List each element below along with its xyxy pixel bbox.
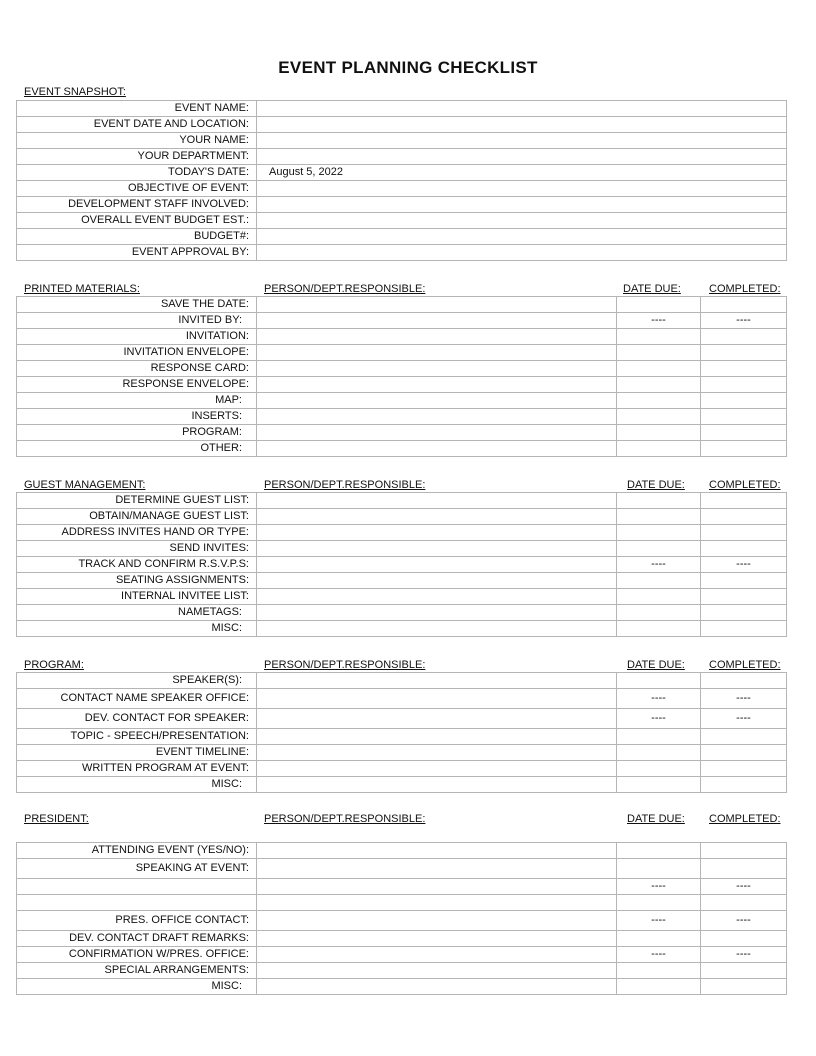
person-responsible-header: PERSON/DEPT.RESPONSIBLE: bbox=[264, 659, 426, 671]
completed-cell[interactable] bbox=[701, 843, 787, 859]
checklist-row bbox=[17, 441, 787, 457]
checklist-row bbox=[17, 525, 787, 541]
checklist-row bbox=[17, 297, 787, 313]
person-responsible-cell[interactable] bbox=[257, 329, 617, 345]
task-label: RESPONSE CARD: bbox=[17, 361, 257, 377]
completed-cell[interactable] bbox=[701, 963, 787, 979]
person-responsible-cell[interactable] bbox=[257, 345, 617, 361]
date-due-cell[interactable]: ---- bbox=[617, 709, 701, 729]
date-due-cell[interactable] bbox=[617, 541, 701, 557]
person-responsible-cell[interactable] bbox=[257, 541, 617, 557]
person-responsible-cell[interactable] bbox=[257, 377, 617, 393]
completed-cell[interactable] bbox=[701, 745, 787, 761]
field-label: EVENT DATE AND LOCATION: bbox=[17, 117, 257, 133]
field-value[interactable] bbox=[257, 229, 787, 245]
checklist-row bbox=[17, 541, 787, 557]
program-table bbox=[16, 672, 787, 793]
president-header: PRESIDENT: bbox=[24, 813, 89, 825]
checklist-row bbox=[17, 689, 787, 709]
completed-cell[interactable] bbox=[701, 409, 787, 425]
checklist-row bbox=[17, 859, 787, 879]
date-due-cell[interactable] bbox=[617, 425, 701, 441]
person-responsible-cell[interactable] bbox=[257, 297, 617, 313]
completed-cell[interactable] bbox=[701, 441, 787, 457]
checklist-row bbox=[17, 843, 787, 859]
task-label: SEND INVITES: bbox=[17, 541, 257, 557]
date-due-cell[interactable] bbox=[617, 673, 701, 689]
date-due-header: DATE DUE: bbox=[627, 813, 685, 825]
snapshot-row bbox=[17, 101, 787, 117]
checklist-row bbox=[17, 329, 787, 345]
person-responsible-cell[interactable] bbox=[257, 879, 617, 895]
task-label: DEV. CONTACT FOR SPEAKER: bbox=[17, 709, 257, 729]
date-due-cell[interactable] bbox=[617, 859, 701, 879]
person-responsible-cell[interactable] bbox=[257, 589, 617, 605]
date-due-cell[interactable] bbox=[617, 761, 701, 777]
completed-header: COMPLETED: bbox=[709, 659, 781, 671]
field-value[interactable] bbox=[257, 213, 787, 229]
checklist-row bbox=[17, 729, 787, 745]
person-responsible-cell[interactable] bbox=[257, 673, 617, 689]
completed-header: COMPLETED: bbox=[709, 813, 781, 825]
task-label: INVITATION ENVELOPE: bbox=[17, 345, 257, 361]
completed-cell[interactable] bbox=[701, 361, 787, 377]
completed-cell[interactable] bbox=[701, 859, 787, 879]
completed-cell[interactable] bbox=[701, 425, 787, 441]
guest-management-header: GUEST MANAGEMENT: bbox=[24, 479, 146, 491]
date-due-cell[interactable] bbox=[617, 493, 701, 509]
person-responsible-cell[interactable] bbox=[257, 963, 617, 979]
field-label: BUDGET#: bbox=[17, 229, 257, 245]
checklist-row bbox=[17, 377, 787, 393]
date-due-cell[interactable] bbox=[617, 777, 701, 793]
event-snapshot-table bbox=[16, 100, 787, 261]
completed-cell[interactable] bbox=[701, 761, 787, 777]
person-responsible-cell[interactable] bbox=[257, 409, 617, 425]
date-due-cell[interactable] bbox=[617, 573, 701, 589]
completed-cell[interactable]: ---- bbox=[701, 557, 787, 573]
person-responsible-cell[interactable] bbox=[257, 493, 617, 509]
date-due-cell[interactable]: ---- bbox=[617, 879, 701, 895]
snapshot-row bbox=[17, 181, 787, 197]
person-responsible-cell[interactable] bbox=[257, 573, 617, 589]
task-label: TRACK AND CONFIRM R.S.V.P.S: bbox=[17, 557, 257, 573]
date-due-header: DATE DUE: bbox=[627, 659, 685, 671]
person-responsible-cell[interactable] bbox=[257, 313, 617, 329]
completed-header: COMPLETED: bbox=[709, 479, 781, 491]
person-responsible-cell[interactable] bbox=[257, 441, 617, 457]
date-due-cell[interactable] bbox=[617, 979, 701, 995]
completed-cell[interactable] bbox=[701, 541, 787, 557]
completed-cell[interactable]: ---- bbox=[701, 911, 787, 931]
completed-cell[interactable] bbox=[701, 509, 787, 525]
date-due-cell[interactable]: ---- bbox=[617, 313, 701, 329]
checklist-row bbox=[17, 895, 787, 911]
snapshot-row bbox=[17, 197, 787, 213]
task-label: CONFIRMATION W/PRES. OFFICE: bbox=[17, 947, 257, 963]
completed-cell[interactable] bbox=[701, 979, 787, 995]
page-title: EVENT PLANNING CHECKLIST bbox=[278, 58, 538, 77]
task-label: MISC: bbox=[17, 777, 257, 793]
person-responsible-cell[interactable] bbox=[257, 931, 617, 947]
field-value[interactable] bbox=[257, 197, 787, 213]
date-due-header: DATE DUE: bbox=[627, 479, 685, 491]
completed-cell[interactable] bbox=[701, 605, 787, 621]
person-responsible-header: PERSON/DEPT.RESPONSIBLE: bbox=[264, 283, 426, 295]
date-due-cell[interactable] bbox=[617, 329, 701, 345]
date-due-cell[interactable] bbox=[617, 963, 701, 979]
field-label: YOUR NAME: bbox=[17, 133, 257, 149]
task-label: SAVE THE DATE: bbox=[17, 297, 257, 313]
task-label: DETERMINE GUEST LIST: bbox=[17, 493, 257, 509]
completed-cell[interactable] bbox=[701, 493, 787, 509]
date-due-cell[interactable] bbox=[617, 409, 701, 425]
snapshot-row bbox=[17, 117, 787, 133]
field-value[interactable] bbox=[257, 117, 787, 133]
task-label: SPEAKER(S): bbox=[17, 673, 257, 689]
person-responsible-cell[interactable] bbox=[257, 361, 617, 377]
checklist-row bbox=[17, 493, 787, 509]
person-responsible-cell[interactable] bbox=[257, 689, 617, 709]
task-label: INTERNAL INVITEE LIST: bbox=[17, 589, 257, 605]
person-responsible-cell[interactable] bbox=[257, 525, 617, 541]
task-label: MAP: bbox=[17, 393, 257, 409]
person-responsible-cell[interactable] bbox=[257, 509, 617, 525]
completed-cell[interactable] bbox=[701, 329, 787, 345]
person-responsible-header: PERSON/DEPT.RESPONSIBLE: bbox=[264, 479, 426, 491]
task-label: INSERTS: bbox=[17, 409, 257, 425]
completed-cell[interactable] bbox=[701, 673, 787, 689]
person-responsible-cell[interactable] bbox=[257, 859, 617, 879]
snapshot-row bbox=[17, 213, 787, 229]
checklist-row bbox=[17, 879, 787, 895]
checklist-row bbox=[17, 979, 787, 995]
person-responsible-cell[interactable] bbox=[257, 895, 617, 911]
person-responsible-cell[interactable] bbox=[257, 709, 617, 729]
task-label: SEATING ASSIGNMENTS: bbox=[17, 573, 257, 589]
completed-cell[interactable]: ---- bbox=[701, 709, 787, 729]
field-label: EVENT APPROVAL BY: bbox=[17, 245, 257, 261]
person-responsible-cell[interactable] bbox=[257, 911, 617, 931]
completed-header: COMPLETED: bbox=[709, 283, 781, 295]
date-due-cell[interactable]: ---- bbox=[617, 557, 701, 573]
date-due-cell[interactable] bbox=[617, 525, 701, 541]
completed-cell[interactable] bbox=[701, 729, 787, 745]
president-table bbox=[16, 842, 787, 995]
field-label: DEVELOPMENT STAFF INVOLVED: bbox=[17, 197, 257, 213]
printed-materials-table bbox=[16, 296, 787, 457]
checklist-row bbox=[17, 509, 787, 525]
date-due-cell[interactable] bbox=[617, 895, 701, 911]
task-label: SPEAKING AT EVENT: bbox=[17, 859, 257, 879]
checklist-row bbox=[17, 605, 787, 621]
person-responsible-cell[interactable] bbox=[257, 393, 617, 409]
person-responsible-cell[interactable] bbox=[257, 761, 617, 777]
snapshot-row bbox=[17, 245, 787, 261]
date-due-cell[interactable] bbox=[617, 345, 701, 361]
task-label: PRES. OFFICE CONTACT: bbox=[17, 911, 257, 931]
date-due-cell[interactable] bbox=[617, 393, 701, 409]
task-label bbox=[17, 879, 257, 895]
checklist-row bbox=[17, 709, 787, 729]
task-label: PROGRAM: bbox=[17, 425, 257, 441]
task-label: CONTACT NAME SPEAKER OFFICE: bbox=[17, 689, 257, 709]
person-responsible-cell[interactable] bbox=[257, 777, 617, 793]
completed-cell[interactable] bbox=[701, 931, 787, 947]
person-responsible-cell[interactable] bbox=[257, 729, 617, 745]
person-responsible-cell[interactable] bbox=[257, 947, 617, 963]
date-due-cell[interactable] bbox=[617, 605, 701, 621]
checklist-row bbox=[17, 963, 787, 979]
field-value[interactable] bbox=[257, 245, 787, 261]
task-label: OBTAIN/MANAGE GUEST LIST: bbox=[17, 509, 257, 525]
checklist-row bbox=[17, 589, 787, 605]
date-due-cell[interactable]: ---- bbox=[617, 947, 701, 963]
person-responsible-cell[interactable] bbox=[257, 557, 617, 573]
checklist-row bbox=[17, 745, 787, 761]
task-label: WRITTEN PROGRAM AT EVENT: bbox=[17, 761, 257, 777]
field-label: YOUR DEPARTMENT: bbox=[17, 149, 257, 165]
field-value[interactable] bbox=[257, 101, 787, 117]
completed-cell[interactable] bbox=[701, 573, 787, 589]
snapshot-row bbox=[17, 229, 787, 245]
field-value[interactable] bbox=[257, 133, 787, 149]
task-label: SPECIAL ARRANGEMENTS: bbox=[17, 963, 257, 979]
printed-materials-header: PRINTED MATERIALS: bbox=[24, 283, 140, 295]
completed-cell[interactable] bbox=[701, 393, 787, 409]
date-due-cell[interactable] bbox=[617, 729, 701, 745]
date-due-cell[interactable] bbox=[617, 843, 701, 859]
task-label bbox=[17, 895, 257, 911]
date-due-header: DATE DUE: bbox=[623, 283, 681, 295]
person-responsible-cell[interactable] bbox=[257, 605, 617, 621]
task-label: TOPIC - SPEECH/PRESENTATION: bbox=[17, 729, 257, 745]
snapshot-row bbox=[17, 133, 787, 149]
date-due-cell[interactable] bbox=[617, 361, 701, 377]
field-label: OVERALL EVENT BUDGET EST.: bbox=[17, 213, 257, 229]
checklist-row bbox=[17, 409, 787, 425]
field-value[interactable]: August 5, 2022 bbox=[257, 165, 787, 181]
checklist-row bbox=[17, 931, 787, 947]
checklist-row bbox=[17, 947, 787, 963]
program-header: PROGRAM: bbox=[24, 659, 84, 671]
completed-cell[interactable] bbox=[701, 345, 787, 361]
field-label: EVENT NAME: bbox=[17, 101, 257, 117]
completed-cell[interactable] bbox=[701, 525, 787, 541]
field-value[interactable] bbox=[257, 149, 787, 165]
task-label: ADDRESS INVITES HAND OR TYPE: bbox=[17, 525, 257, 541]
checklist-row bbox=[17, 777, 787, 793]
completed-cell[interactable] bbox=[701, 377, 787, 393]
task-label: NAMETAGS: bbox=[17, 605, 257, 621]
completed-cell[interactable]: ---- bbox=[701, 947, 787, 963]
completed-cell[interactable]: ---- bbox=[701, 313, 787, 329]
snapshot-row bbox=[17, 165, 787, 181]
checklist-row bbox=[17, 761, 787, 777]
date-due-cell[interactable]: ---- bbox=[617, 689, 701, 709]
checklist-row bbox=[17, 621, 787, 637]
person-responsible-cell[interactable] bbox=[257, 425, 617, 441]
completed-cell[interactable] bbox=[701, 621, 787, 637]
completed-cell[interactable]: ---- bbox=[701, 689, 787, 709]
person-responsible-cell[interactable] bbox=[257, 979, 617, 995]
task-label: EVENT TIMELINE: bbox=[17, 745, 257, 761]
checklist-row bbox=[17, 425, 787, 441]
checklist-row bbox=[17, 361, 787, 377]
checklist-row bbox=[17, 573, 787, 589]
task-label: RESPONSE ENVELOPE: bbox=[17, 377, 257, 393]
person-responsible-cell[interactable] bbox=[257, 621, 617, 637]
checklist-row bbox=[17, 393, 787, 409]
person-responsible-cell[interactable] bbox=[257, 745, 617, 761]
date-due-cell[interactable] bbox=[617, 441, 701, 457]
checklist-row bbox=[17, 911, 787, 931]
person-responsible-header: PERSON/DEPT.RESPONSIBLE: bbox=[264, 813, 426, 825]
field-value[interactable] bbox=[257, 181, 787, 197]
date-due-cell[interactable] bbox=[617, 377, 701, 393]
checklist-row bbox=[17, 673, 787, 689]
event-snapshot-header: EVENT SNAPSHOT: bbox=[24, 86, 126, 98]
checklist-row bbox=[17, 557, 787, 573]
completed-cell[interactable]: ---- bbox=[701, 879, 787, 895]
snapshot-row bbox=[17, 149, 787, 165]
field-label: TODAY'S DATE: bbox=[17, 165, 257, 181]
person-responsible-cell[interactable] bbox=[257, 843, 617, 859]
date-due-cell[interactable] bbox=[617, 297, 701, 313]
date-due-cell[interactable]: ---- bbox=[617, 911, 701, 931]
task-label: ATTENDING EVENT (YES/NO): bbox=[17, 843, 257, 859]
task-label: INVITATION: bbox=[17, 329, 257, 345]
completed-cell[interactable] bbox=[701, 589, 787, 605]
completed-cell[interactable] bbox=[701, 895, 787, 911]
field-label: OBJECTIVE OF EVENT: bbox=[17, 181, 257, 197]
task-label: MISC: bbox=[17, 979, 257, 995]
task-label: OTHER: bbox=[17, 441, 257, 457]
guest-management-table bbox=[16, 492, 787, 637]
completed-cell[interactable] bbox=[701, 297, 787, 313]
task-label: MISC: bbox=[17, 621, 257, 637]
checklist-row bbox=[17, 345, 787, 361]
task-label: DEV. CONTACT DRAFT REMARKS: bbox=[17, 931, 257, 947]
checklist-row bbox=[17, 313, 787, 329]
date-due-cell[interactable] bbox=[617, 931, 701, 947]
date-due-cell[interactable] bbox=[617, 621, 701, 637]
task-label: INVITED BY: bbox=[17, 313, 257, 329]
completed-cell[interactable] bbox=[701, 777, 787, 793]
date-due-cell[interactable] bbox=[617, 589, 701, 605]
date-due-cell[interactable] bbox=[617, 509, 701, 525]
date-due-cell[interactable] bbox=[617, 745, 701, 761]
